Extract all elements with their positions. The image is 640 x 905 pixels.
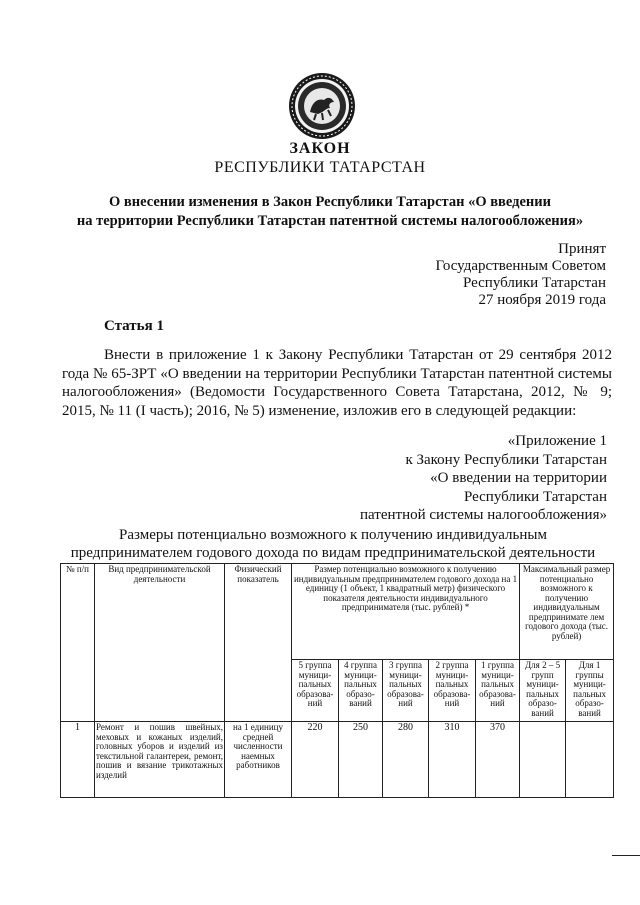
adoption-note xyxy=(436,241,607,309)
tatarstan-emblem xyxy=(288,72,356,140)
appendix-reference xyxy=(360,432,607,525)
table-title-line-2: предпринимателем годового дохода по видам предпринимательской деятельности xyxy=(70,545,596,561)
income-table xyxy=(60,563,614,798)
header-group-5: 5 группа муници-пальных образова-ний xyxy=(292,660,339,722)
law-subject xyxy=(40,193,620,231)
table-row xyxy=(61,722,614,798)
header-activity: Вид предпринимательской деятельности xyxy=(95,564,225,722)
adopted-line-1: Принят xyxy=(558,241,606,257)
appendix-line-1: «Приложение 1 xyxy=(507,433,607,449)
header-max-income: Максимальный размер потенциально возможного к получению индивидуальным предпринимате лем годового дохода (тыс. рублей) xyxy=(520,564,614,660)
row-value-group-5: 220 xyxy=(292,722,339,798)
row-max-group-1 xyxy=(566,722,614,798)
header-max-groups-2-5: Для 2 – 5 групп муници-пальных образо-ваний xyxy=(520,660,566,722)
row-value-group-3: 280 xyxy=(383,722,429,798)
table-title xyxy=(40,526,626,562)
row-value-group-4: 250 xyxy=(339,722,383,798)
page-edge-line xyxy=(612,855,640,856)
header-group-4: 4 группа муници-пальных образо-ваний xyxy=(339,660,383,722)
appendix-line-2: к Закону Республики Татарстан xyxy=(405,451,607,468)
header-indicator: Физический показатель xyxy=(225,564,292,722)
header-group-1: 1 группа муници-пальных образова-ний xyxy=(476,660,520,722)
adopted-date: 27 ноября 2019 года xyxy=(478,292,606,308)
row-activity: Ремонт и пошив швейных, меховых и кожаных изделий, головных уборов и изделий из текстильной галантереи, ремонт, пошив и вязание трикотажных изделий xyxy=(95,722,225,798)
table-title-line-1: Размеры потенциально возможного к получению индивидуальным xyxy=(119,527,547,543)
row-value-group-1: 370 xyxy=(476,722,520,798)
law-subtitle: РЕСПУБЛИКИ ТАТАРСТАН xyxy=(214,159,426,176)
header-max-group-1: Для 1 группы муници-пальных образо-ваний xyxy=(566,660,614,722)
law-title: ЗАКОН xyxy=(289,140,351,157)
article-text: Внести в приложение 1 к Закону Республики Татарстан от 29 сентября 2012 года № 65-ЗРТ «О введении на территории Республики Татарстан патентной системы налогообложения» (Ведомости Государственного Совета Татарстана, 2012, № 9; 2015, № 11 (I часть); 2016, № 5) изменение, изложив его в следующей редакции: xyxy=(62,347,612,419)
row-value-group-2: 310 xyxy=(429,722,476,798)
adopted-line-2: Государственным Советом xyxy=(435,258,606,274)
subject-line-2: на территории Республики Татарстан патентной системы налогообложения» xyxy=(76,213,584,229)
row-max-groups-2-5 xyxy=(520,722,566,798)
row-indicator: на 1 единицу средней численности наемных работников xyxy=(225,722,292,798)
appendix-line-3: «О введении на территории xyxy=(430,470,607,486)
header-income-size: Размер потенциально возможного к получению индивидуальным предпринимателем годового дохода на 1 единицу (1 объект, 1 квадратный метр) физического показателя деятельности индивидуального предпринимателя (тыс. рублей) * xyxy=(292,564,520,660)
appendix-line-5: патентной системы налогообложения» xyxy=(359,507,607,523)
article-heading: Статья 1 xyxy=(104,318,164,334)
header-group-3: 3 группа муници-пальных образова-ний xyxy=(383,660,429,722)
appendix-line-4: Республики Татарстан xyxy=(463,488,607,505)
header-num: № п/п xyxy=(61,564,95,722)
subject-line-1: О внесении изменения в Закон Республики Татарстан «О введении xyxy=(109,194,551,210)
adopted-line-3: Республики Татарстан xyxy=(462,275,606,291)
row-num: 1 xyxy=(61,722,95,798)
header-group-2: 2 группа муници-пальных образова-ний xyxy=(429,660,476,722)
